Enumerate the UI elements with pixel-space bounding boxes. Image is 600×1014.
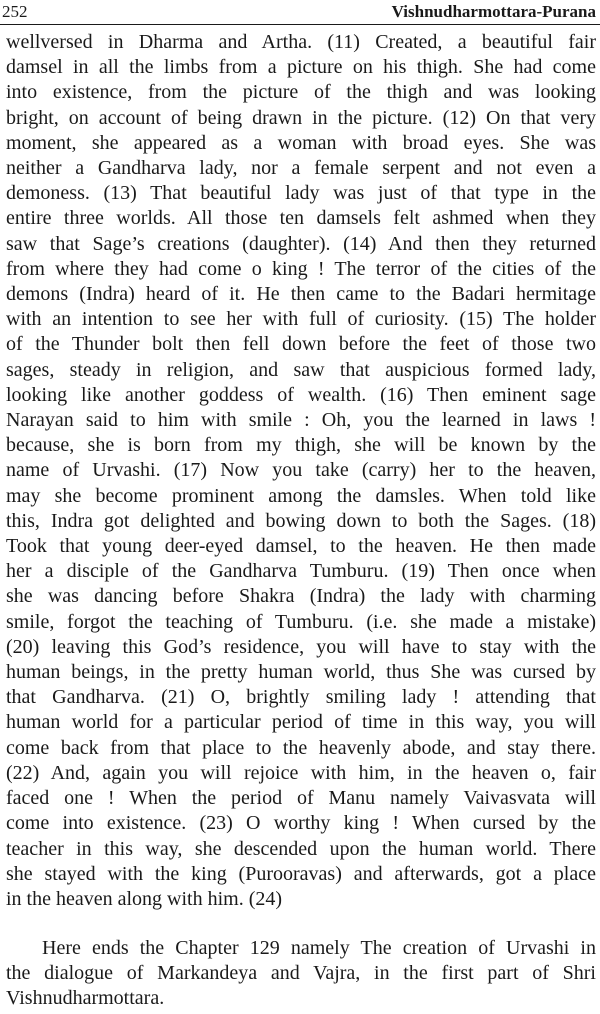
text-line: of the Thunder bolt then fell down before the feet of those two — [6, 333, 596, 356]
text-line: Took that young deer-eyed damsel, to the heaven. He then made — [6, 535, 596, 558]
text-line: wellversed in Dharma and Artha. (11) Created, a beautiful fair — [6, 31, 596, 53]
text-line: with an intention to see her with full of curiosity. (15) The holder — [6, 308, 596, 331]
text-line: neither a Gandharva lady, nor a female serpent and not even a — [6, 157, 596, 180]
text-line: name of Urvashi. (17) Now you take (carry) her to the heaven, — [6, 459, 596, 482]
text-line: may she become prominent among the damsles. When told like — [6, 484, 596, 507]
colophon-line: Vishnudharmottara. — [6, 987, 165, 1010]
page-header — [0, 0, 600, 26]
text-line: saw that Sage’s creations (daughter). (14) And then they returned — [6, 232, 596, 255]
text-line: teacher in this way, she descended upon the human world. There — [6, 837, 596, 860]
text-line: faced one ! When the period of Manu namely Vaivasvata will — [6, 787, 596, 810]
text-line: demons (Indra) heard of it. He then came to the Badari hermitage — [6, 283, 596, 306]
text-line: this, Indra got delighted and bowing down to both the Sages. (18) — [6, 509, 596, 532]
text-line: entire three worlds. All those ten damsels felt ashmed when they — [6, 207, 596, 230]
chapter-colophon — [6, 936, 596, 1012]
text-line: smile, forgot the teaching of Tumburu. (i.e. she made a mistake) — [6, 610, 596, 633]
page-number: 252 — [2, 2, 28, 21]
text-line: looking like another goddess of wealth. (16) Then eminent sage — [6, 383, 596, 406]
text-line: her a disciple of the Gandharva Tumburu. (19) Then once when — [6, 560, 596, 583]
text-line: (22) And, again you will rejoice with him, in the heaven o, fair — [6, 761, 596, 784]
text-line: bright, on account of being drawn in the picture. (12) On that very — [6, 106, 596, 129]
text-line: damsel in all the limbs from a picture on his thigh. She had come — [6, 56, 596, 79]
text-line: come back from that place to the heavenly abode, and stay there. — [6, 736, 596, 759]
text-line: human world for a particular period of time in this way, you will — [6, 711, 596, 734]
text-line: into existence, from the picture of the thigh and was looking — [6, 81, 596, 104]
text-line: because, she is born from my thigh, she will be known by the — [6, 434, 596, 457]
text-line: that Gandharva. (21) O, brightly smiling lady ! attending that — [6, 686, 596, 709]
colophon-line: Here ends the Chapter 129 namely The creation of Urvashi in — [42, 937, 596, 959]
text-line: she stayed with the king (Purooravas) and afterwards, got a place — [6, 862, 596, 885]
text-line: human beings, in the pretty human world, thus She was cursed by — [6, 661, 596, 684]
text-line: she was dancing before Shakra (Indra) the lady with charming — [6, 585, 596, 608]
header-rule — [0, 24, 600, 25]
text-line: from where they had come o king ! The terror of the cities of the — [6, 257, 596, 280]
text-line: demoness. (13) That beautiful lady was just of that type in the — [6, 182, 596, 205]
text-line: in the heaven along with him. (24) — [6, 887, 283, 910]
text-line: Narayan said to him with smile : Oh, you the learned in laws ! — [6, 409, 596, 432]
main-paragraph — [6, 30, 596, 912]
colophon-line: the dialogue of Markandeya and Vajra, in the first part of Shri — [6, 962, 596, 985]
running-title: Vishnudharmottara-Purana — [391, 2, 596, 21]
text-line: (20) leaving this God’s residence, you will have to stay with the — [6, 635, 596, 658]
text-line: come into existence. (23) O worthy king ! When cursed by the — [6, 812, 596, 835]
text-line: moment, she appeared as a woman with broad eyes. She was — [6, 131, 596, 154]
text-line: sages, steady in religion, and saw that auspicious formed lady, — [6, 358, 596, 381]
